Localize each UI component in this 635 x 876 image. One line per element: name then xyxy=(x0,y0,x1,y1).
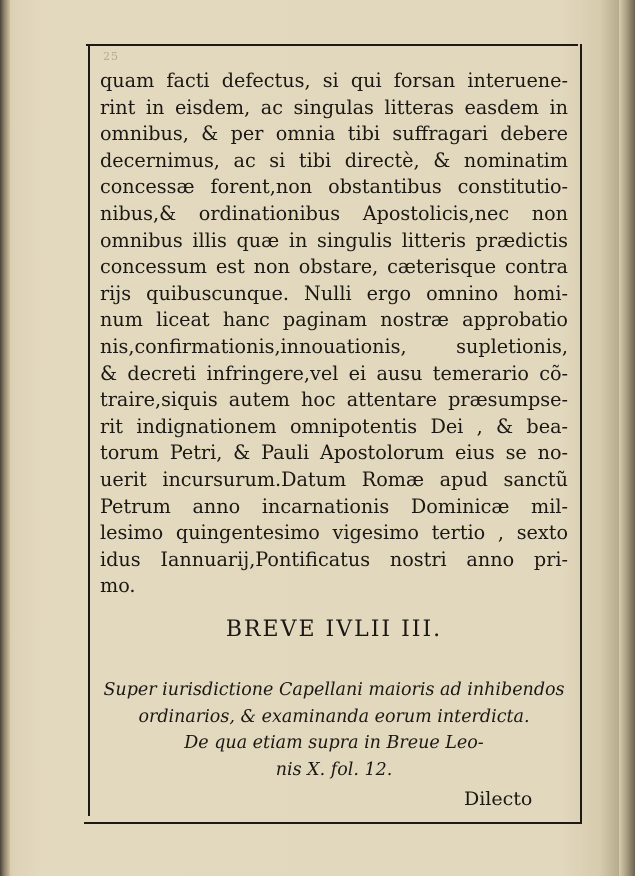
body-line: rit indignationem omnipotentis Dei , & bea- xyxy=(100,414,568,438)
subtitle-line: De qua etiam supra in Breue Leo- xyxy=(184,733,484,753)
body-line: nis,confirmationis,innouationis, supletionis, xyxy=(100,334,568,358)
body-line: rijs quibuscunque. Nulli ergo omnino homi- xyxy=(100,281,568,305)
body-line: rint in eisdem, ac singulas litteras easdem in xyxy=(100,95,568,119)
catchword: Dilecto xyxy=(464,788,533,810)
subtitle-line: Super iurisdictione Capellani maioris ad inhibendos xyxy=(103,680,565,700)
body-text xyxy=(100,68,568,600)
frame-rule-top xyxy=(86,44,578,46)
subtitle-line: ordinarios, & examinanda eorum interdicta. xyxy=(138,706,530,727)
body-line: nibus,& ordinationibus Apostolicis,nec non xyxy=(100,201,568,225)
faint-folio-number: 25 xyxy=(103,50,119,63)
body-line: quam facti defectus, si qui forsan interuene- xyxy=(100,69,568,92)
subtitle-line: nis X. fol. 12. xyxy=(275,759,393,780)
section-heading: BREVE IVLII III. xyxy=(225,617,443,642)
body-line: lesimo quingentesimo vigesimo tertio , sexto xyxy=(100,521,568,545)
body-line: omnibus, & per omnia tibi suffragari debere xyxy=(100,122,568,146)
body-line: traire,siquis autem hoc attentare præsumpse- xyxy=(100,388,568,412)
body-line: concessum est non obstare, cæterisque contra xyxy=(100,255,568,279)
page-gutter-shadow xyxy=(0,0,10,876)
section-subtitle xyxy=(100,677,568,783)
body-line: mo. xyxy=(100,574,136,598)
body-line: decernimus, ac si tibi directè, & nominatim xyxy=(100,148,568,172)
body-line: uerit incursurum.Datum Romæ apud sanctũ xyxy=(100,467,568,491)
body-line: torum Petri, & Pauli Apostolorum eius se no- xyxy=(100,441,568,465)
body-line: omnibus illis quæ in singulis litteris prædictis xyxy=(100,228,568,252)
adjacent-page-edge xyxy=(619,0,635,876)
frame-rule-right xyxy=(580,44,582,822)
body-line: concessæ forent,non obstantibus constitutio- xyxy=(100,175,568,199)
body-line: & decreti infringere,vel ei ausu temerario cõ- xyxy=(100,361,568,385)
frame-rule-bottom xyxy=(84,822,582,824)
frame-rule-left xyxy=(88,44,90,816)
body-line: idus Iannuarij,Pontificatus nostri anno pri- xyxy=(100,547,568,571)
body-line: Petrum anno incarnationis Dominicæ mil- xyxy=(100,494,568,518)
body-line: num liceat hanc paginam nostræ approbatio xyxy=(100,308,568,332)
